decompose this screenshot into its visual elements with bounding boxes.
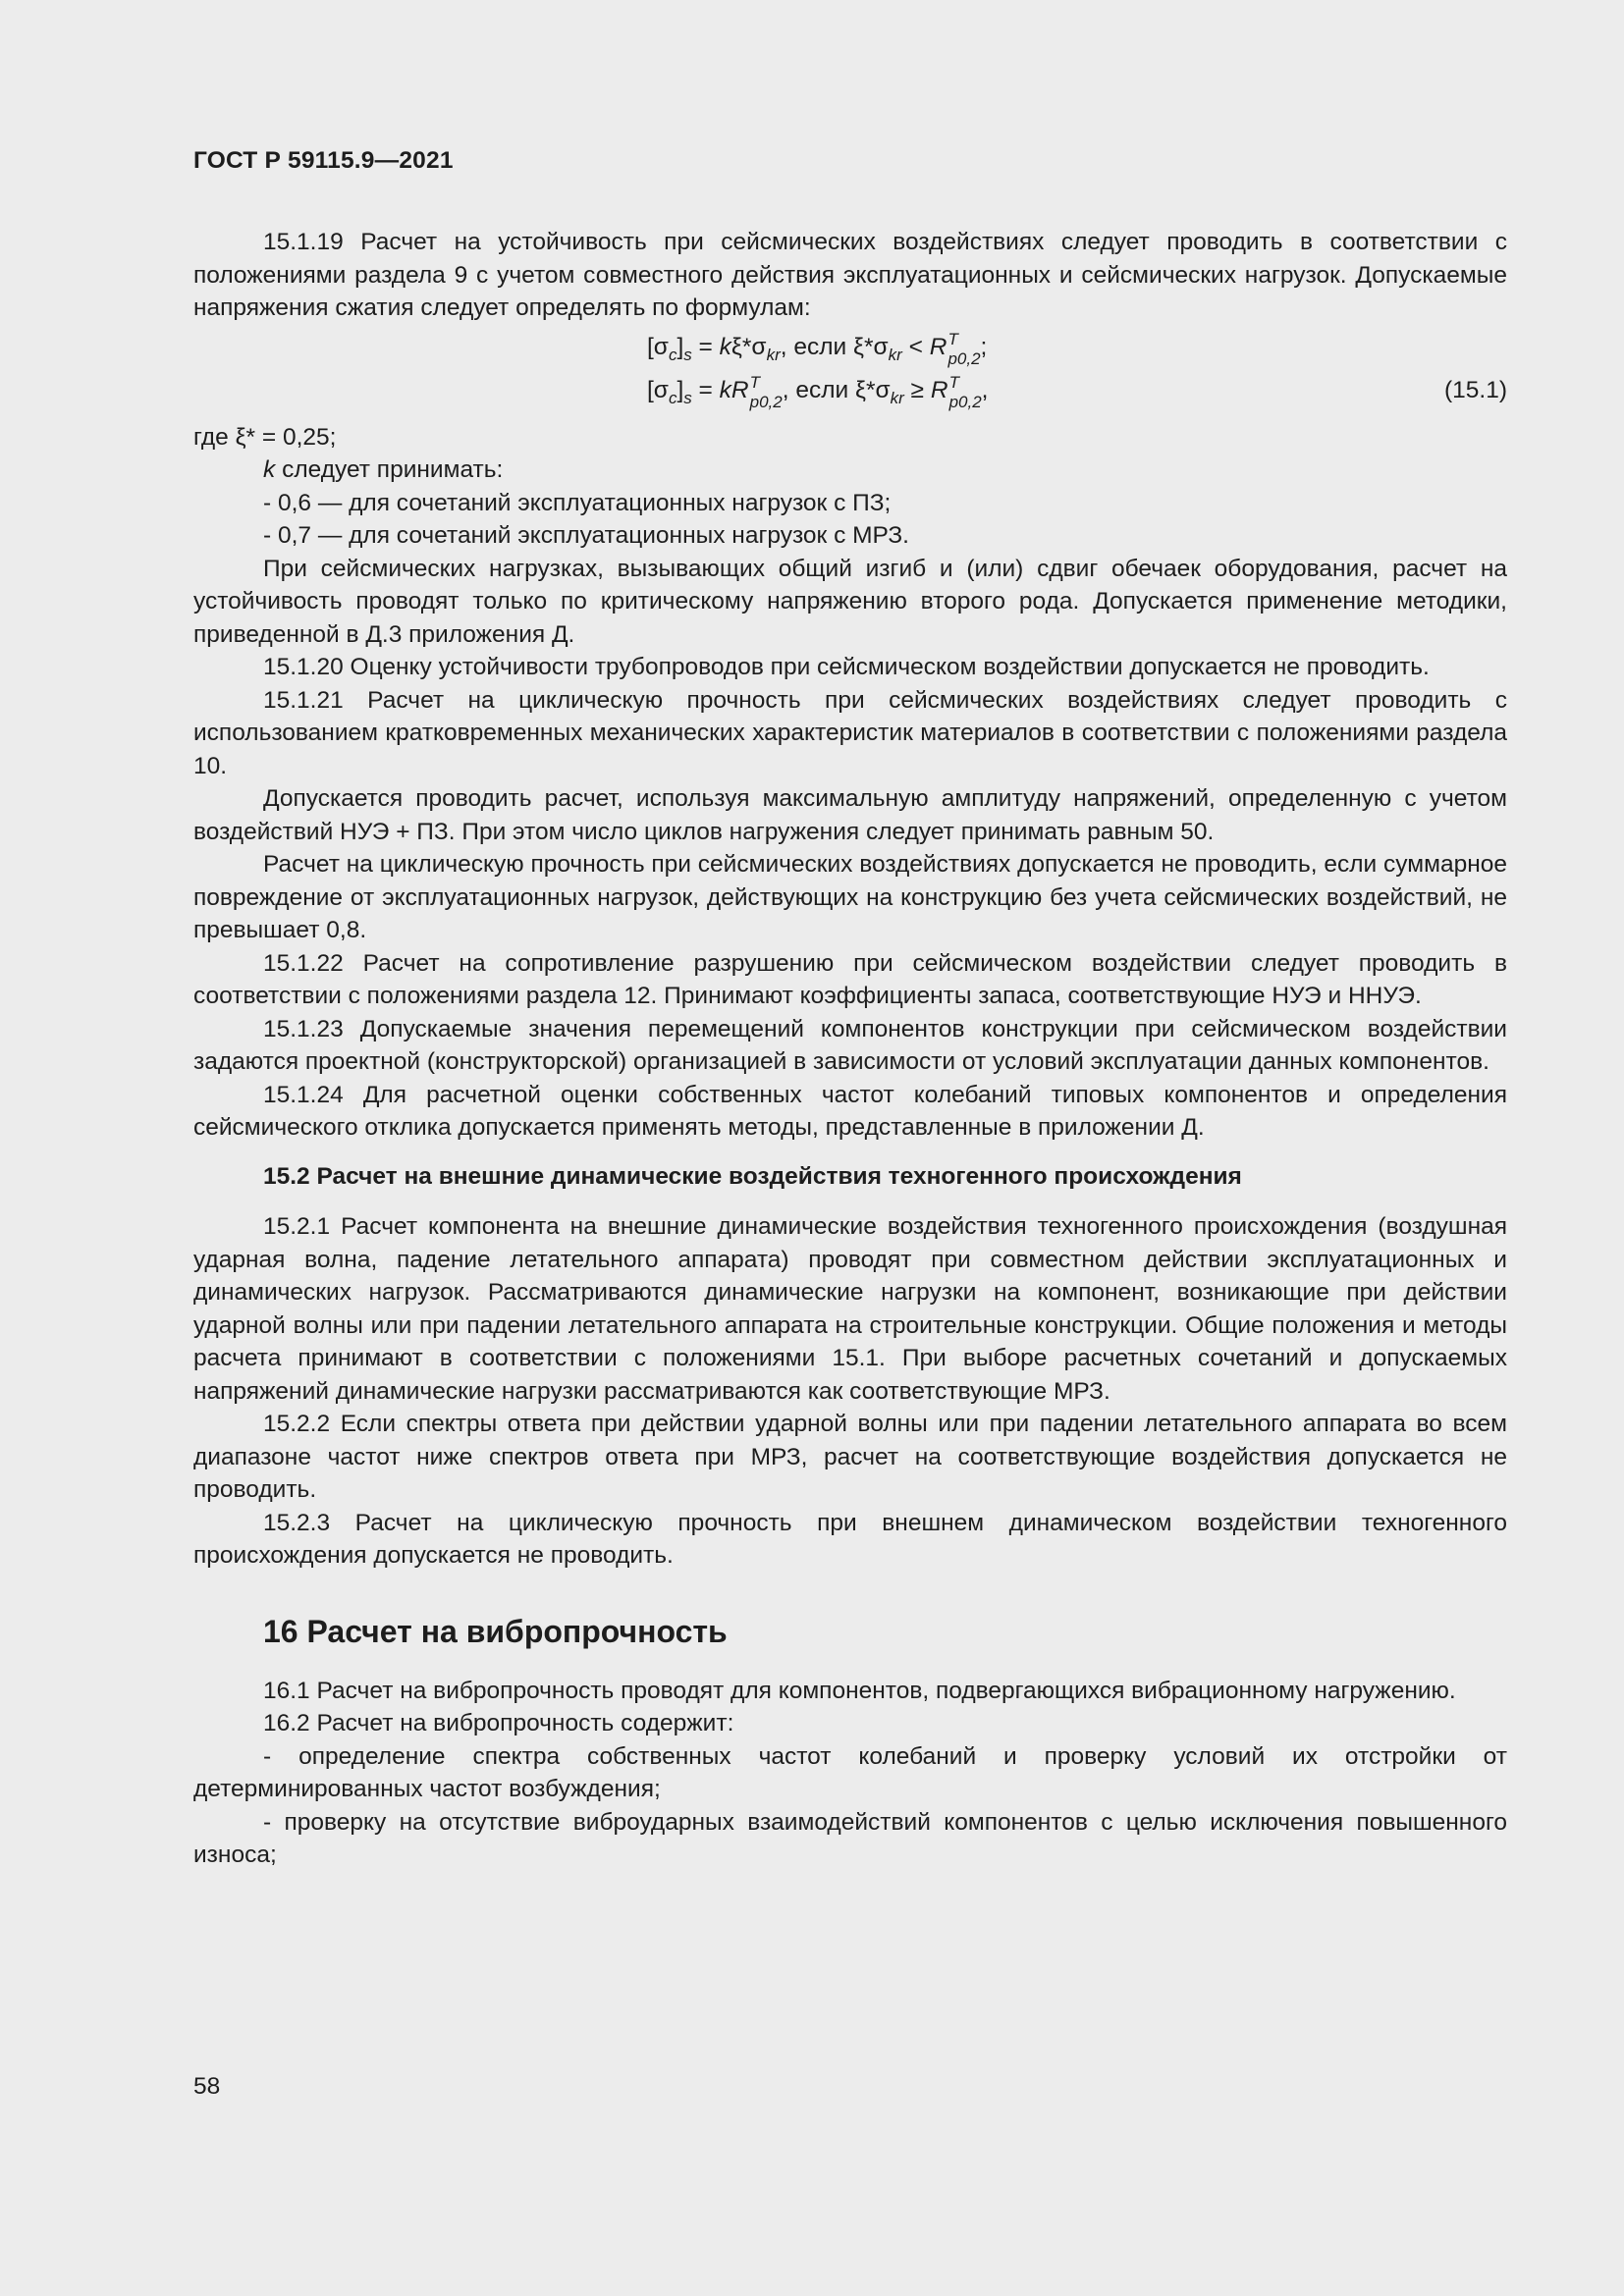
document-code-header: ГОСТ Р 59115.9—2021 bbox=[193, 147, 454, 174]
k-rule bbox=[193, 454, 1507, 487]
formula-text: ; bbox=[980, 333, 988, 360]
formula-text: < bbox=[901, 333, 930, 360]
formula-block-15-1 bbox=[193, 325, 1507, 421]
formula-subscript: c bbox=[668, 345, 677, 364]
formula-variable: R bbox=[930, 376, 948, 403]
paragraph-15-1-22: 15.1.22 Расчет на сопротивление разрушению при сейсмическом воздействии следует проводить в соответствии с положениями раздела 12. Принимают коэффициенты запаса, соответствующие НУЭ и ННУЭ. bbox=[193, 949, 1507, 1009]
formula-text: = bbox=[691, 333, 720, 360]
formula-text: [σ bbox=[647, 376, 669, 403]
list-item-k-07: - 0,7 — для сочетаний эксплуатационных нагрузок с МРЗ. bbox=[263, 522, 909, 549]
formula-variable: kR bbox=[719, 376, 749, 403]
paragraph-16-1: 16.1 Расчет на вибропрочность проводят для компонентов, подвергающихся вибрационному нагружению. bbox=[263, 1677, 1456, 1704]
page-number: 58 bbox=[193, 2073, 221, 2100]
formula-subscript: s bbox=[683, 388, 692, 407]
k-rule-text: следует принимать: bbox=[282, 456, 504, 483]
paragraph-amplitude: Допускается проводить расчет, используя максимальную амплитуду напряжений, определенную с учетом воздействий НУЭ + ПЗ. При этом число циклов нагружения следует принимать равным 50. bbox=[193, 785, 1507, 845]
formula-text: , bbox=[981, 376, 989, 403]
paragraph-15-1-20: 15.1.20 Оценку устойчивости трубопроводов при сейсмическом воздействии допускается не проводить. bbox=[263, 654, 1430, 680]
formula-superscript: T bbox=[948, 373, 959, 393]
xi-definition: где ξ* = 0,25; bbox=[193, 423, 337, 451]
formula-number: (15.1) bbox=[1443, 376, 1507, 403]
formula-superscript: T bbox=[749, 373, 761, 393]
formula-superscript: T bbox=[947, 330, 958, 349]
subsection-heading-15-2: 15.2 Расчет на внешние динамические воздействия техногенного происхождения bbox=[263, 1162, 1242, 1190]
formula-subscript: p0,2 bbox=[749, 393, 783, 412]
formula-variable: R bbox=[929, 333, 947, 360]
paragraph-15-1-19: 15.1.19 Расчет на устойчивость при сейсмических воздействиях следует проводить в соответствии с положениями раздела 9 с учетом совместного действия эксплуатационных и сейсмических нагрузок. Допускаемые напряжения сжатия следует определять по формулам: bbox=[193, 229, 1507, 321]
paragraph-bending: При сейсмических нагрузках, вызывающих общий изгиб и (или) сдвиг обечаек оборудования, расчет на устойчивость проводят только по критическому напряжению второго рода. Допускается применение методики, приведенной в Д.3 приложения Д. bbox=[193, 555, 1507, 648]
formula-line-1 bbox=[647, 330, 988, 369]
paragraph-15-1-23: 15.1.23 Допускаемые значения перемещений компонентов конструкции при сейсмическом воздействии задаются проектной (конструкторской) организацией в зависимости от условий эксплуатации данных компонентов. bbox=[193, 1015, 1507, 1075]
list-item-k-06: - 0,6 — для сочетаний эксплуатационных нагрузок с ПЗ; bbox=[263, 489, 892, 516]
paragraph-15-2-3: 15.2.3 Расчет на циклическую прочность при внешнем динамическом воздействии техногенного происхождения допускается не проводить. bbox=[193, 1509, 1507, 1569]
paragraph-cyclic-skip: Расчет на циклическую прочность при сейсмических воздействиях допускается не проводить, если суммарное повреждение от эксплуатационных нагрузок, действующих на конструкцию без учета сейсмических воздействий, не превышает 0,8. bbox=[193, 851, 1507, 943]
formula-variable: k bbox=[719, 333, 731, 360]
formula-subscript: kr bbox=[890, 388, 904, 407]
page-content bbox=[193, 226, 1507, 1872]
paragraph-15-2-1: 15.2.1 Расчет компонента на внешние динамические воздействия техногенного происхождения (воздушная ударная волна, падение летательного аппарата) проводят при совместном действии эксплуатационных и динамических нагрузок. Рассматриваются динамические нагрузки на компонент, возникающие при действии ударной волны или при падении летательного аппарата на строительные конструкции. Общие положения и методы расчета принимают в соответствии с положениями 15.1. При выборе расчетных сочетаний и допускаемых напряжений динамические нагрузки рассматриваются как соответствующие МРЗ. bbox=[193, 1213, 1507, 1405]
formula-subscript: kr bbox=[766, 345, 781, 364]
paragraph-15-2-2: 15.2.2 Если спектры ответа при действии ударной волны или при падении летательного аппарата во всем диапазоне частот ниже спектров ответа при МРЗ, расчет на соответствующие воздействия допускается не проводить. bbox=[193, 1411, 1507, 1503]
formula-subscript: p0,2 bbox=[947, 349, 981, 369]
section-heading-16: 16 Расчет на вибропрочность bbox=[263, 1613, 728, 1649]
list-item-spectrum: - определение спектра собственных частот колебаний и проверку условий их отстройки от детерминированных частот возбуждения; bbox=[193, 1742, 1507, 1802]
paragraph-15-1-21: 15.1.21 Расчет на циклическую прочность при сейсмических воздействиях следует проводить с использованием кратковременных механических характеристик материалов в соответствии с положениями раздела 10. bbox=[193, 686, 1507, 779]
formula-line-2 bbox=[647, 373, 989, 412]
formula-text: ] bbox=[677, 333, 684, 360]
k-symbol: k bbox=[263, 456, 276, 483]
formula-text: , если ξ*σ bbox=[782, 376, 891, 403]
paragraph-16-2: 16.2 Расчет на вибропрочность содержит: bbox=[263, 1710, 734, 1736]
paragraph-15-1-24: 15.1.24 Для расчетной оценки собственных частот колебаний типовых компонентов и определения сейсмического отклика допускается применять методы, представленные в приложении Д. bbox=[193, 1081, 1507, 1141]
formula-text: ] bbox=[677, 376, 684, 403]
formula-text: ≥ bbox=[903, 376, 931, 403]
formula-subscript: kr bbox=[888, 345, 902, 364]
formula-text: ξ*σ bbox=[731, 333, 767, 360]
formula-subscript: s bbox=[683, 345, 692, 364]
formula-subscript: c bbox=[668, 388, 677, 407]
formula-subscript: p0,2 bbox=[948, 393, 982, 412]
formula-text: [σ bbox=[647, 333, 669, 360]
formula-text: , если ξ*σ bbox=[780, 333, 889, 360]
formula-text: = bbox=[691, 376, 720, 403]
list-item-impact: - проверку на отсутствие виброударных взаимодействий компонентов с целью исключения повышенного износа; bbox=[193, 1808, 1507, 1868]
